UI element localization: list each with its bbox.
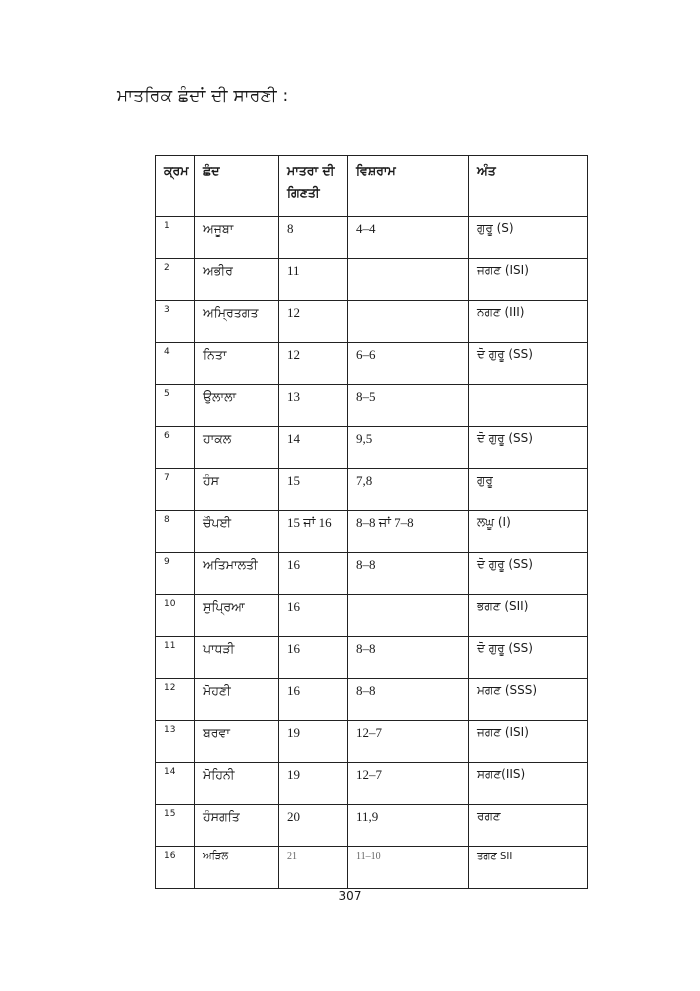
ending-cell: ਸਗਣ(IIS) — [469, 763, 588, 805]
ending-cell: ਗੁਰੂ (S) — [469, 217, 588, 259]
serial-cell: 8 — [156, 511, 195, 553]
ending-cell: ਰਗਣ — [469, 805, 588, 847]
header-meter: ਛੰਦ — [195, 156, 279, 217]
table-row — [156, 553, 588, 595]
table-row — [156, 259, 588, 301]
pause-cell: 4–4 — [348, 217, 469, 259]
meter-name-cell: ਅਜੂਬਾ — [195, 217, 279, 259]
table-row — [156, 721, 588, 763]
matra-count-cell: 21 — [279, 847, 348, 889]
matra-count-cell: 14 — [279, 427, 348, 469]
ending-cell: ਜਗਣ (ISI) — [469, 259, 588, 301]
table-row — [156, 679, 588, 721]
ending-cell: ਦੋ ਗੁਰੂ (SS) — [469, 427, 588, 469]
matra-count-cell: 12 — [279, 301, 348, 343]
serial-cell: 5 — [156, 385, 195, 427]
ending-cell: ਜਗਣ (ISI) — [469, 721, 588, 763]
meter-name-cell: ਮੋਹਿਨੀ — [195, 763, 279, 805]
pause-cell — [348, 595, 469, 637]
pause-cell: 11–10 — [348, 847, 469, 889]
serial-cell: 11 — [156, 637, 195, 679]
table-row — [156, 301, 588, 343]
serial-cell: 10 — [156, 595, 195, 637]
serial-cell: 15 — [156, 805, 195, 847]
meter-name-cell: ਸੁਪ੍ਰਿਆ — [195, 595, 279, 637]
matra-count-cell: 16 — [279, 553, 348, 595]
pause-cell: 8–8 — [348, 637, 469, 679]
serial-cell: 7 — [156, 469, 195, 511]
table-row — [156, 763, 588, 805]
matra-count-cell: 16 — [279, 595, 348, 637]
pause-cell: 12–7 — [348, 763, 469, 805]
header-ending: ਅੰਤ — [469, 156, 588, 217]
table-row — [156, 385, 588, 427]
table-row — [156, 343, 588, 385]
meter-name-cell: ਅਮ੍ਰਿਤਗਤ — [195, 301, 279, 343]
meter-name-cell: ਪਾਧੜੀ — [195, 637, 279, 679]
pause-cell — [348, 259, 469, 301]
serial-cell: 1 — [156, 217, 195, 259]
ending-cell: ਲਘੂ (I) — [469, 511, 588, 553]
pause-cell: 12–7 — [348, 721, 469, 763]
table-header-row — [156, 156, 588, 217]
meter-name-cell: ਅਭੀਰ — [195, 259, 279, 301]
serial-cell: 3 — [156, 301, 195, 343]
matra-count-cell: 16 — [279, 679, 348, 721]
table-row — [156, 427, 588, 469]
ending-cell: ਦੋ ਗੁਰੂ (SS) — [469, 637, 588, 679]
matra-count-cell: 13 — [279, 385, 348, 427]
ending-cell: ਭਗਣ (SII) — [469, 595, 588, 637]
meters-table — [155, 155, 588, 889]
serial-cell: 14 — [156, 763, 195, 805]
matra-count-cell: 16 — [279, 637, 348, 679]
ending-cell — [469, 385, 588, 427]
serial-cell: 6 — [156, 427, 195, 469]
ending-cell: ਨਗਣ (III) — [469, 301, 588, 343]
ending-cell: ਦੋ ਗੁਰੂ (SS) — [469, 343, 588, 385]
pause-cell: 8–8 — [348, 679, 469, 721]
serial-cell: 13 — [156, 721, 195, 763]
pause-cell: 8–8 — [348, 553, 469, 595]
meter-name-cell: ਹਾਕਲ — [195, 427, 279, 469]
table-row — [156, 637, 588, 679]
meter-name-cell: ਹੰਸ — [195, 469, 279, 511]
matra-count-cell: 20 — [279, 805, 348, 847]
pause-cell — [348, 301, 469, 343]
ending-cell: ਤਗਣ SII — [469, 847, 588, 889]
meter-name-cell: ਚੌਪਈ — [195, 511, 279, 553]
header-matra-count: ਮਾਤਰਾ ਦੀ ਗਿਣਤੀ — [279, 156, 348, 217]
pause-cell: 7,8 — [348, 469, 469, 511]
meter-name-cell: ਅਤਿਮਾਲਤੀ — [195, 553, 279, 595]
serial-cell: 12 — [156, 679, 195, 721]
table-row — [156, 805, 588, 847]
meter-name-cell: ਹੰਸਗਤਿ — [195, 805, 279, 847]
table-row — [156, 511, 588, 553]
pause-cell: 9,5 — [348, 427, 469, 469]
matra-count-cell: 11 — [279, 259, 348, 301]
meter-name-cell: ਅੜਿਲ — [195, 847, 279, 889]
ending-cell: ਮਗਣ (SSS) — [469, 679, 588, 721]
matra-count-cell: 19 — [279, 721, 348, 763]
pause-cell: 11,9 — [348, 805, 469, 847]
meter-name-cell: ਨਿਤਾ — [195, 343, 279, 385]
table-row — [156, 217, 588, 259]
meter-name-cell: ਮੋਹਣੀ — [195, 679, 279, 721]
page-number: 307 — [338, 889, 362, 903]
matra-count-cell: 15 — [279, 469, 348, 511]
serial-cell: 2 — [156, 259, 195, 301]
table-row — [156, 847, 588, 889]
matra-count-cell: 8 — [279, 217, 348, 259]
ending-cell: ਦੋ ਗੁਰੂ (SS) — [469, 553, 588, 595]
meter-name-cell: ਉਲਾਲਾ — [195, 385, 279, 427]
matra-count-cell: 12 — [279, 343, 348, 385]
pause-cell: 6–6 — [348, 343, 469, 385]
ending-cell: ਗੁਰੂ — [469, 469, 588, 511]
pause-cell: 8–5 — [348, 385, 469, 427]
meter-name-cell: ਬਰਵਾ — [195, 721, 279, 763]
serial-cell: 9 — [156, 553, 195, 595]
page-title: ਮਾਤਰਿਕ ਛੰਦਾਂ ਦੀ ਸਾਰਣੀ : — [117, 86, 289, 106]
pause-cell: 8–8 ਜਾਂ 7–8 — [348, 511, 469, 553]
header-pause: ਵਿਸ਼ਰਾਮ — [348, 156, 469, 217]
matra-count-cell: 15 ਜਾਂ 16 — [279, 511, 348, 553]
header-serial: ਕ੍ਰਮ — [156, 156, 195, 217]
table-row — [156, 469, 588, 511]
matra-count-cell: 19 — [279, 763, 348, 805]
serial-cell: 4 — [156, 343, 195, 385]
table-row — [156, 595, 588, 637]
serial-cell: 16 — [156, 847, 195, 889]
